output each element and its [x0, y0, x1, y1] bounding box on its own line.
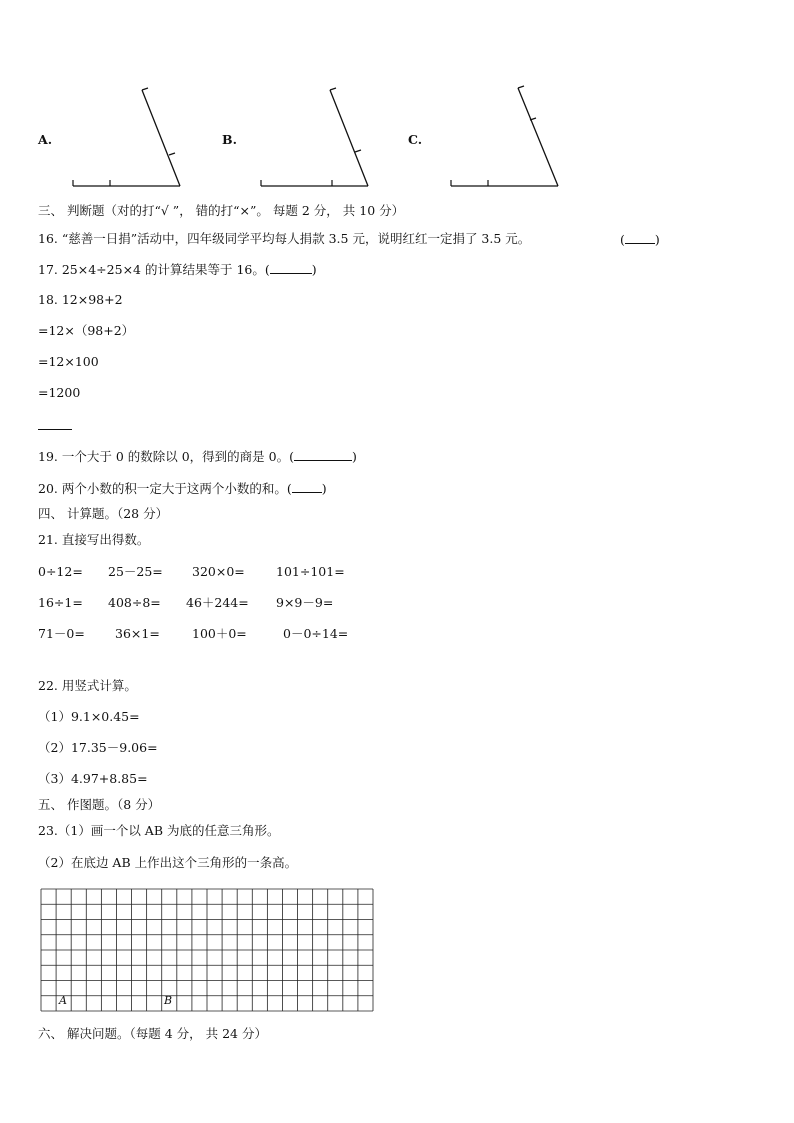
section6-title: 六、 解决问题。（每题 4 分， 共 24 分）: [38, 1026, 267, 1041]
calc-row3-4: 0－0÷14=: [283, 626, 349, 641]
calc-row2-3: 46＋244=: [186, 595, 249, 610]
calc-row1-3: 320×0=: [192, 564, 245, 579]
question-17: 17. 25×4÷25×4 的计算结果等于 16。( ): [38, 262, 317, 277]
calc-row2-1: 16÷1=: [38, 595, 83, 610]
point-b-label: B: [164, 994, 173, 1007]
question-20: 20. 两个小数的积一定大于这两个小数的和。( ): [38, 481, 327, 496]
calc-row1-1: 0÷12=: [38, 564, 83, 579]
drawing-grid[interactable]: [40, 888, 374, 1012]
question-19-blank[interactable]: [294, 448, 352, 461]
question-23-2: （2）在底边 AB 上作出这个三角形的一条高。: [38, 855, 298, 870]
question-18-line2: =12×（98+2）: [38, 323, 135, 338]
question-19: 19. 一个大于 0 的数除以 0，得到的商是 0。( ): [38, 449, 357, 464]
question-22-3: （3）4.97+8.85=: [38, 771, 148, 786]
question-22-2: （2）17.35－9.06=: [38, 740, 158, 755]
question-16-answer[interactable]: ( ): [620, 232, 660, 247]
angle-figure-a: [60, 82, 200, 192]
question-17-blank[interactable]: [270, 261, 312, 274]
option-c-label: C.: [408, 132, 423, 147]
calc-row2-2: 408÷8=: [108, 595, 161, 610]
calc-row1-4: 101÷101=: [276, 564, 345, 579]
question-20-blank[interactable]: [292, 480, 322, 493]
option-a-label: A.: [38, 132, 53, 147]
calc-row2-4: 9×9－9=: [276, 595, 334, 610]
question-22: 22. 用竖式计算。: [38, 678, 137, 693]
calc-row3-1: 71－0=: [38, 626, 85, 641]
question-22-1: （1）9.1×0.45=: [38, 709, 140, 724]
angle-figure-b: [250, 82, 390, 192]
calc-row3-3: 100＋0=: [192, 626, 247, 641]
question-23-1: 23.（1）画一个以 AB 为底的任意三角形。: [38, 823, 280, 838]
calc-row1-2: 25－25=: [108, 564, 163, 579]
angle-figure-c: [440, 82, 580, 192]
question-18-line1: 18. 12×98+2: [38, 292, 123, 307]
section4-title: 四、 计算题。（28 分）: [38, 506, 169, 521]
calc-row3-2: 36×1=: [115, 626, 160, 641]
section5-title: 五、 作图题。（8 分）: [38, 797, 161, 812]
section3-title: 三、 判断题（对的打“√ ”， 错的打“×”。 每题 2 分， 共 10 分）: [38, 203, 405, 218]
option-b-label: B.: [222, 132, 237, 147]
point-a-label: A: [59, 994, 67, 1007]
question-18-answer-blank[interactable]: [38, 429, 72, 430]
question-16: 16. “慈善一日捐”活动中，四年级同学平均每人捐款 3.5 元，说明红红一定捐了 3.5 元。: [38, 231, 531, 246]
question-21: 21. 直接写出得数。: [38, 532, 150, 547]
question-18-line3: =12×100: [38, 354, 99, 369]
question-18-line4: =1200: [38, 385, 81, 400]
